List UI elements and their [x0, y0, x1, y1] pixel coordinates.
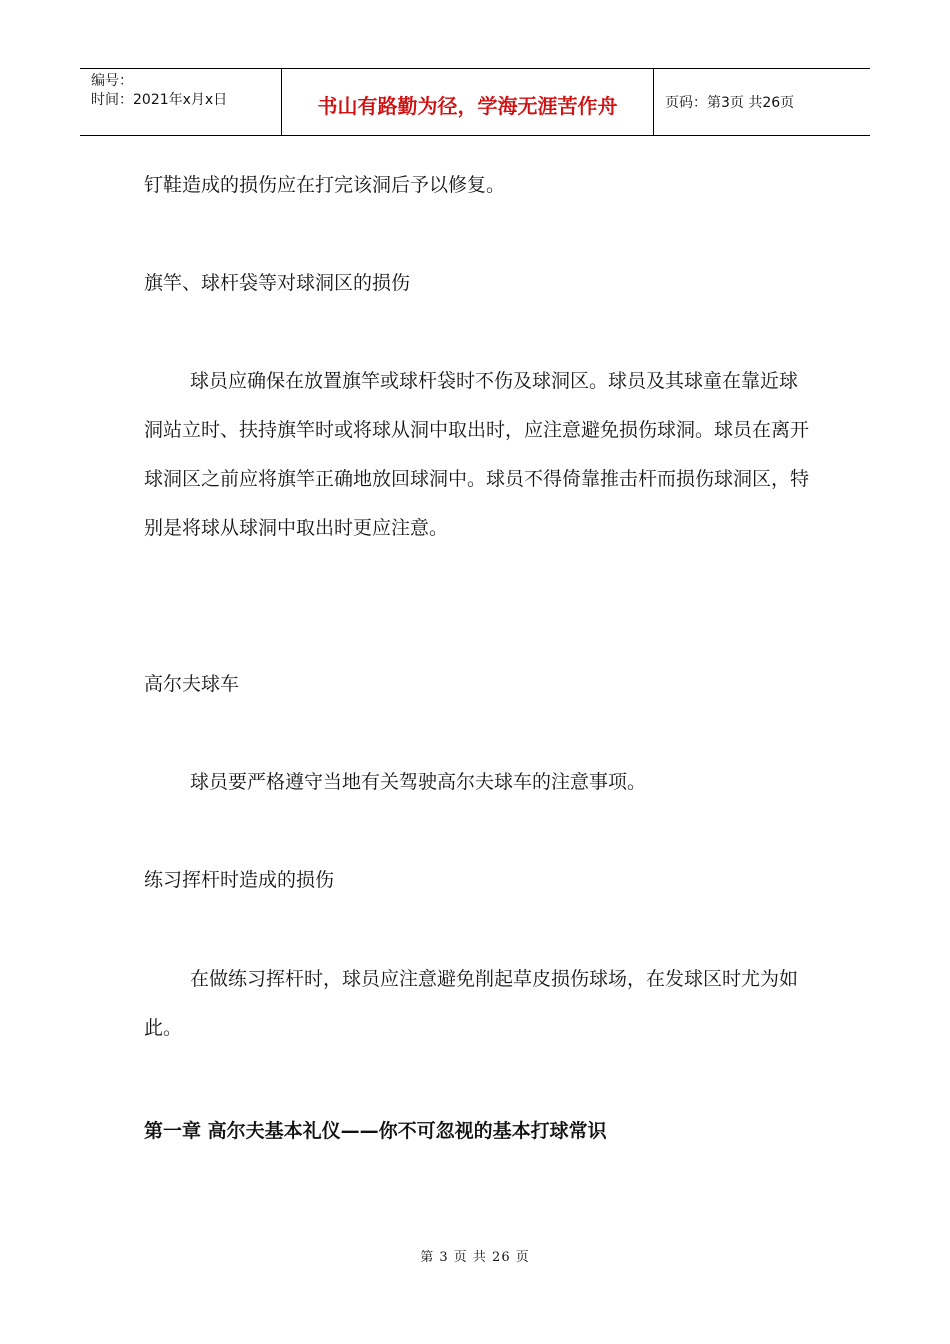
page-footer: 第 3 页 共 26 页: [420, 1250, 530, 1265]
page-code-label: 页码：第3页 共26页: [665, 95, 795, 111]
subheading-practice-swing: 练习挥杆时造成的损伤: [144, 869, 335, 891]
paragraph-flagstick-care: 球员应确保在放置旗竿或球杆袋时不伤及球洞区。球员及其球童在靠近球洞站立时、扶持旗竿时或将球从洞中取出时，应注意避免损伤球洞。球员在离开球洞区之前应将旗竿正确地放回球洞中。球员不得倚靠推击杆而损伤球洞区，特别是将球从球洞中取出时更应注意。: [144, 370, 810, 539]
chapter-heading: 第一章 高尔夫基本礼仪——你不可忽视的基本打球常识: [144, 1120, 607, 1142]
header-page-cell: [654, 69, 870, 135]
paragraph-golf-cart: 球员要严格遵守当地有关驾驶高尔夫球车的注意事项。: [190, 771, 647, 793]
paragraph-spike-repair: 钉鞋造成的损伤应在打完该洞后予以修复。: [144, 174, 506, 196]
serial-number-label: 编号：: [91, 73, 133, 89]
motto-text: 书山有路勤为径，学海无涯苦作舟: [317, 93, 618, 118]
subheading-golf-cart: 高尔夫球车: [144, 673, 240, 695]
header-meta-cell: [80, 69, 282, 135]
header-motto-cell: [282, 69, 654, 135]
subheading-flagstick-damage: 旗竿、球杆袋等对球洞区的损伤: [144, 272, 411, 294]
time-label: 时间：2021年x月x日: [91, 92, 228, 108]
paragraph-practice-swing: 在做练习挥杆时，球员应注意避免削起草皮损伤球场，在发球区时尤为如此。: [144, 968, 799, 1039]
page-header-table: [80, 68, 870, 136]
